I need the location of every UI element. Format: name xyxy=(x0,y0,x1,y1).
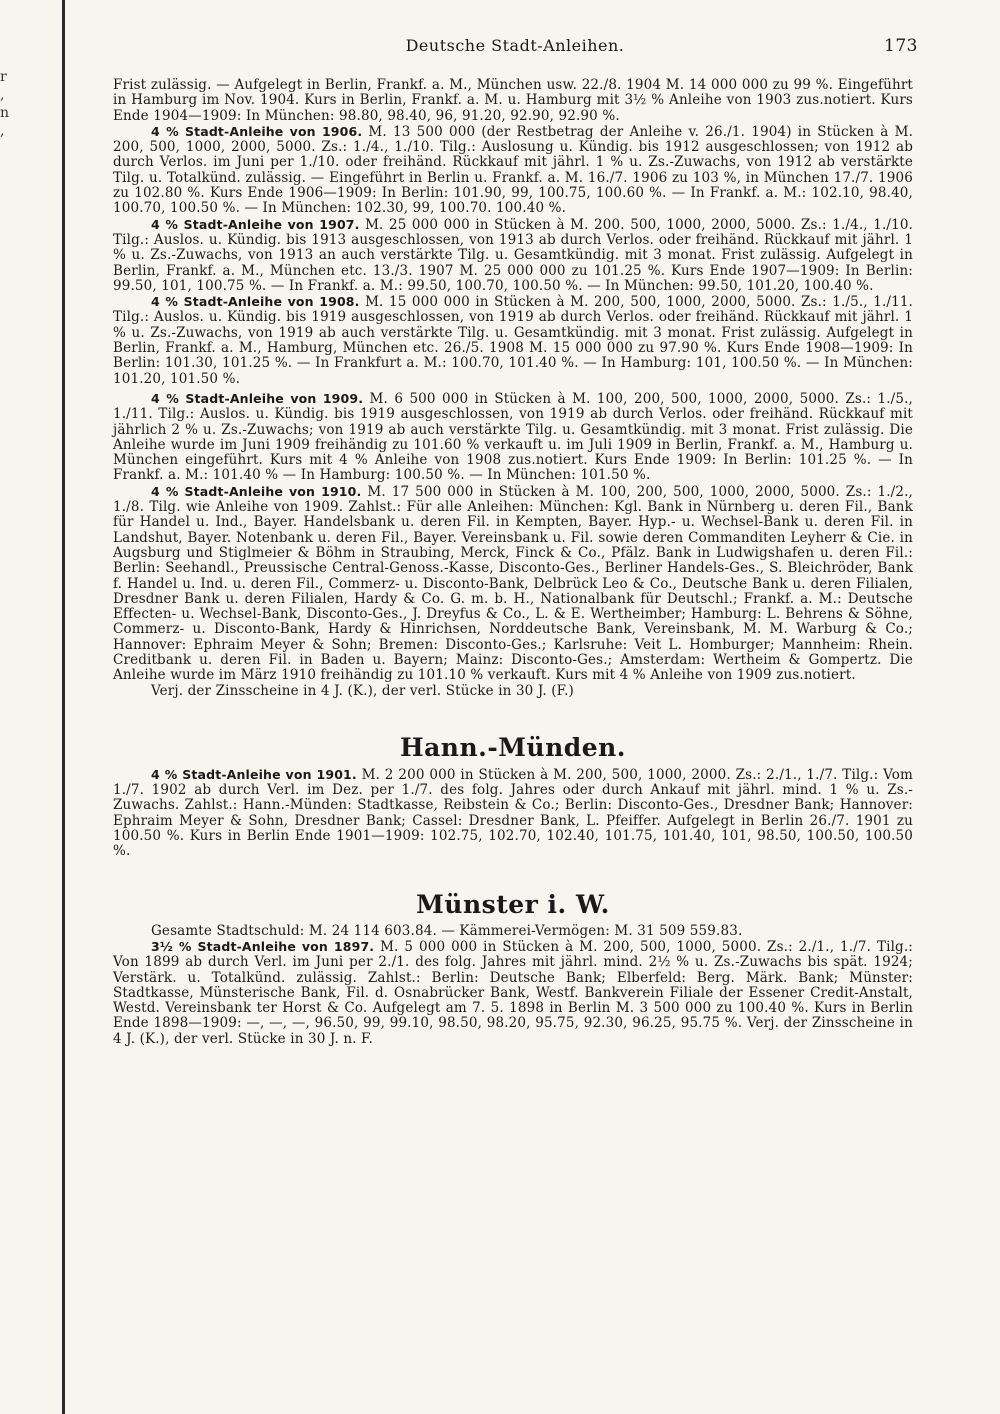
paragraph: Frist zulässig. — Aufgelegt in Berlin, Frankf. a. M., München usw. 22./8. 1904 M. 14 000 000 zu 99 %. Eingeführt in Hamburg im Nov. 1904. Kurs in Berlin, Frankf. a. M. u. Hamburg mit 3½ % Anleihe von 1903 zus.notiert. Kurs Ende 1904—1909: In München: 98.80, 98.40, 96, 91.20, 92.90, 92.90 %. xyxy=(113,77,913,124)
paragraph-limitation: Verj. der Zinsscheine in 4 J. (K.), der verl. Stücke in 30 J. (F.) xyxy=(151,682,574,699)
margin-mark: n xyxy=(0,105,10,121)
loan-entry-1901 xyxy=(113,767,913,860)
loan-entry-1909 xyxy=(113,391,913,484)
page-content xyxy=(113,78,913,1047)
loan-text: M. 2 200 000 in Stücken à M. 200, 500, 1000, 2000. Zs.: 2./1., 1./7. Tilg.: Vom 1./7. 1902 ab durch Verl. im Dez. per 1./7. des folg. Jahres oder durch Ankauf mit jährl. mind. 1 % u. Zs.-Zuwachs. Zahlst.: Hann.-Münden: Stadtkasse, Reibstein & Co.; Berlin: Disconto-Ges., Dresdner Bank; Hannover: Ephraim Meyer & Sohn, Dresdner Bank; Cassel: Dresdner Bank, L. Pfeiffer. Aufgelegt in Berlin 26./7. 1901 zu 100.50 %. Kurs in Berlin Ende 1901—1909: 102.75, 102.70, 102.40, 101.75, 101.40, 101, 98.50, 100.50, 100.50 %. xyxy=(113,766,913,860)
margin-mark: , xyxy=(0,87,5,103)
loan-text: M. 17 500 000 in Stücken à M. 100, 200, 500, 1000, 2000, 5000. Zs.: 1./2., 1./8. Tilg. wie Anleihe von 1909. Zahlst.: Für alle Anleihen: München: Kgl. Bank in Nürnberg u. deren Fil., Bank für Handel u. Ind., Bayer. Handelsbank u. deren Fil. in Kempten, Bayer. Hyp.- u. Wechsel-Bank u. deren Fil. in Landshut, Bayer. Notenbank u. deren Fil., Bayer. Vereinsbank u. Fil. sowie deren Commanditen Leyherr & Cie. in Augsburg und Stiglmeier & Böhm in Straubing, Merck, Finck & Co., Pfälz. Bank in Ludwigshafen u. deren Fil.: Berlin: Seehandl., Preussische Central-Genoss.-Kasse, Disconto-Ges., Berliner Handels-Ges., S. Bleichröder, Bank f. Handel u. Ind. u. deren Fil., Commerz- u. Disconto-Bank, Delbrück Leo & Co., Deutsche Bank u. deren Filialen, Dresdner Bank u. deren Filialen, Hardy & Co. G. m. b. H., Nationalbank für Deutschl.; Frankf. a. M.: Deutsche Effecten- u. Wechsel-Bank, Disconto-Ges., J. Dreyfus & Co., L. & E. Wertheimber; Hamburg: L. Behrens & Söhne, Commerz- u. Disconto-Bank, Hardy & Hinrichsen, Norddeutsche Bank, Vereinsbank, M. M. Warburg & Co.; Hannover: Ephraim Meyer & Sohn; Bremen: Disconto-Ges.; Karlsruhe: Veit L. Homburger; Mannheim: Rhein. Creditbank u. deren Fil. in Baden u. Bayern; Mainz: Disconto-Ges.; Amsterdam: Wertheim & Gompertz. Die Anleihe wurde im März 1910 freihändig zu 101.10 % verkauft. Kurs mit 4 % Anleihe von 1909 zus.notiert. xyxy=(113,483,913,684)
section-previous-city xyxy=(113,78,913,699)
section-muenster xyxy=(113,890,913,1047)
loan-title: 4 % Stadt-Anleihe von 1909. xyxy=(151,390,364,406)
loan-text: M. 25 000 000 in Stücken à M. 200. 500, 1000, 2000, 5000. Zs.: 1./4., 1./10. Tilg.: Auslos. u. Kündig. bis 1913 ausgeschlossen, von 1913 ab durch Verlos. oder freihänd. Rückkauf mit jährl. 1 % u. Zs.-Zuwachs, von 1913 an auch verstärkte Tilg. u. Gesamtkündig. mit 3 monat. Frist zulässig. Aufgelegt in Berlin, Frankf. a. M., München etc. 13./3. 1907 M. 25 000 000 zu 101.25 %. Kurs Ende 1907—1909: In Berlin: 99.50, 101, 100.75 %. — In Frankf. a. M.: 99.50, 100.70, 100.50 %. — In München: 99.50, 101.20, 100.40 %. xyxy=(113,216,914,294)
loan-title: 4 % Stadt-Anleihe von 1910. xyxy=(151,483,362,499)
section-hann-muenden xyxy=(113,733,913,860)
page-gutter-edge xyxy=(62,0,65,1414)
loan-entry-1906 xyxy=(113,124,913,217)
loan-text: M. 5 000 000 in Stücken à M. 200, 500, 1000, 5000. Zs.: 2./1., 1./7. Tilg.: Von 1899 ab durch Verl. im Juni per 2./1. des folg. Jahres mit jährl. mind. 2½ % u. Zs.-Zuwachs bis spät. 1924; Verstärk. u. Totalkünd. zulässig. Zahlst.: Berlin: Deutsche Bank; Elberfeld: Berg. Märk. Bank; Münster: Stadtkasse, Münsterische Bank, Fil. d. Osnabrücker Bank, Westf. Bankverein Filiale der Essener Credit-Anstalt, Westd. Vereinsbank ter Horst & Co. Aufgelegt am 7. 5. 1898 in Berlin M. 3 500 000 zu 100.40 %. Kurs in Berlin Ende 1898—1909: —, —, —, 96.50, 99, 99.10, 98.50, 98.20, 95.75, 92.30, 96.25, 95.75 %. Verj. der Zinsscheine in 4 J. (K.), der verl. Stücke in 30 J. n. F. xyxy=(113,938,913,1047)
paragraph-city-debt: Gesamte Stadtschuld: M. 24 114 603.84. — Kämmerei-Vermögen: M. 31 509 559.83. xyxy=(151,922,743,939)
margin-mark: r xyxy=(0,69,7,85)
city-heading: Hann.-Münden. xyxy=(399,732,627,762)
running-head xyxy=(112,36,918,56)
adjacent-page-margin xyxy=(0,68,12,140)
running-head-title: Deutsche Stadt-Anleihen. xyxy=(405,36,625,55)
loan-title: 4 % Stadt-Anleihe von 1901. xyxy=(151,766,357,782)
loan-text: M. 13 500 000 (der Restbetrag der Anleihe v. 26./1. 1904) in Stücken à M. 200, 500, 1000, 2000, 5000. Zs.: 1./4., 1./10. Tilg.: Auslosung u. Kündig. bis 1912 ausgeschlossen; von 1912 ab durch Verlos. im Juni per 1./10. oder freihänd. Rückkauf mit jährl. 1 % u. Zs.-Zuwachs, von 1912 ab verstärkte Tilg. u. Totalkünd. zulässig. — Eingeführt in Berlin u. Frankf. a. M. 16./7. 1906 zu 103 %, in München 17./7. 1906 zu 102.80 %. Kurs Ende 1906—1909: In Berlin: 101.90, 99, 100.75, 100.60 %. — In Frankf. a. M.: 102.10, 98.40, 100.70, 100.50 %. — In München: 102.30, 99, 100.70. 100.40 %. xyxy=(113,123,914,217)
loan-text: M. 6 500 000 in Stücken à M. 100, 200, 500, 1000, 2000, 5000. Zs.: 1./5., 1./11. Tilg.: Auslos. u. Kündig. bis 1919 ausgeschlossen, von 1919 ab durch Verlos. oder freihänd. Rückkauf mit jährlich 2 % u. Zs.-Zuwachs; von 1919 ab auch verstärkte Tilg. u. Gesamtkündig. mit 3 monat. Frist zulässig. Die Anleihe wurde im Juni 1909 freihändig zu 101.60 % verkauft u. im Juli 1909 in Berlin, Frankf. a. M., Hamburg u. München eingeführt. Kurs mit 4 % Anleihe von 1908 zus.notiert. Kurs Ende 1909: In Berlin: 101.25 %. — In Frankf. a. M.: 101.40 % — In Hamburg: 100.50 %. — In München: 101.50 %. xyxy=(113,390,913,484)
page-number: 173 xyxy=(884,36,918,56)
loan-title: 3½ % Stadt-Anleihe von 1897. xyxy=(151,938,375,954)
loan-entry-1908 xyxy=(113,294,913,387)
loan-entry-1907 xyxy=(113,217,913,294)
loan-title: 4 % Stadt-Anleihe von 1906. xyxy=(151,123,363,139)
margin-mark: , xyxy=(0,123,5,139)
city-heading: Münster i. W. xyxy=(416,889,610,919)
loan-title: 4 % Stadt-Anleihe von 1907. xyxy=(151,216,360,232)
loan-entry-1910 xyxy=(113,484,913,684)
loan-text: M. 15 000 000 in Stücken à M. 200, 500, 1000, 2000, 5000. Zs.: 1./5., 1./11. Tilg.: Auslos. u. Kündig. bis 1919 ausgeschlossen, von 1919 ab durch Verlos. oder freihänd. Rückkauf mit jährl. 1 % u. Zs.-Zuwachs, von 1919 ab auch verstärkte Tilg. u. Gesamtkündig. mit 3 monat. Frist zulässig. Aufgelegt in Berlin, Frankf. a. M., Hamburg, München etc. 26./5. 1908 M. 15 000 000 zu 97.90 %. Kurs Ende 1908—1909: In Berlin: 101.30, 101.25 %. — In Frankfurt a. M.: 100.70, 101.40 %. — In Hamburg: 101, 100.50 %. — In München: 101.20, 101.50 %. xyxy=(113,294,914,387)
loan-entry-1897 xyxy=(113,939,913,1047)
loan-title: 4 % Stadt-Anleihe von 1908. xyxy=(151,294,360,310)
